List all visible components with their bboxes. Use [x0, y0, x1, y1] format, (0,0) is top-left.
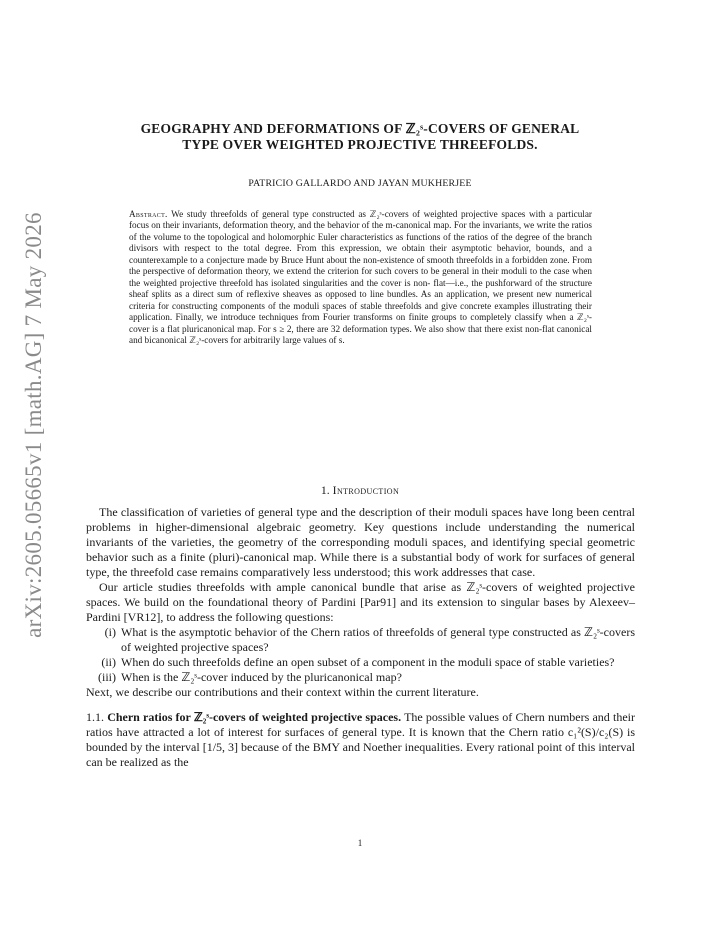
question-text: When do such threefolds define an open subset of a component in the moduli space of stable varieties? [121, 655, 615, 669]
abstract-heading: Abstract. [129, 209, 168, 219]
section-number: 1. [320, 483, 330, 497]
abstract-text: We study threefolds of general type constructed as ℤ₂ˢ-covers of weighted projective spaces with a particular focus on their invariants, deformation theory, and the behavior of the m-canonical map. For the invariants, we write the ratios of the volume to the topological and holomorphic Euler characteristics as functions of the ratios of the degree of the branch divisors with respect to the total degree. From this expression, we obtain their asymptotic behavior, bounds, and a counterexample to a conjecture made by Bruce Hunt about the non-existence of smooth threefolds in a forbidden zone. From the perspective of deformation theory, we extend the criterion for such covers to be general in their moduli to the case when the weighted projective threefold has isolated singularities and the cover is non- flat—i.e., the pushforward of the structure sheaf splits as a direct sum of reflexive sheaves as opposed to line bundles. As an application, we present new numerical criteria for constructing components of the moduli spaces of stable threefolds and give concrete examples illustrating their application. Finally, we introduce techniques from Fourier transforms on finite groups to completely classify when a ℤ₂ˢ-cover is a flat pluricanonical map. For s ≥ 2, there are 32 deformation types. We also show that there exist non-flat canonical and bicanonical ℤ₂ˢ-covers for arbitrarily large values of s. [129, 209, 592, 345]
title-line-2: TYPE OVER WEIGHTED PROJECTIVE THREEFOLDS. [182, 137, 538, 152]
subsection-title: Chern ratios for ℤ₂ˢ-covers of weighted projective spaces. [107, 710, 402, 724]
arxiv-stamp [14, 175, 54, 675]
question-item [86, 625, 635, 655]
question-item [86, 655, 635, 670]
question-number: (iii) [98, 670, 116, 684]
subsection-number: 1.1. [86, 710, 104, 724]
question-item [86, 670, 635, 685]
section-heading [60, 483, 660, 498]
question-list [86, 625, 635, 685]
subsection-1-1 [86, 710, 635, 770]
question-text: What is the asymptotic behavior of the Chern ratios of threefolds of general type constructed as ℤ₂ˢ-covers of weighted projective spaces? [121, 625, 635, 654]
authors: PATRICIO GALLARDO AND JAYAN MUKHERJEE [248, 178, 472, 189]
arxiv-stamp-text: arXiv:2605.05665v1 [math.AG] 7 May 2026 [21, 212, 46, 638]
question-number: (ii) [101, 655, 116, 669]
question-text: When is the ℤ₂ˢ-cover induced by the pluricanonical map? [121, 670, 402, 684]
paragraph-1: The classification of varieties of general type and the description of their moduli spaces have long been central problems in higher-dimensional algebraic geometry. Key questions include understanding the numerical invariants of the varieties, the geometry of the corresponding moduli spaces, and identifying special geometric behavior such as a finite (pluri)-canonical map. While there is a substantial body of work for surfaces of general type, the threefold case remains comparatively less understood; this work addresses that case. [86, 505, 635, 579]
subsection-text: The possible values of Chern numbers and their ratios have attracted a lot of interest for surfaces of general type. It is known that the Chern ratio c₁²(S)/c₂(S) is bounded by the interval [1/5, 3] because of the BMY and Noether inequalities. Every rational point of this interval can be realized as the [86, 710, 635, 769]
paragraph-after-questions: Next, we describe our contributions and their context within the current literature. [86, 685, 479, 699]
paper-title [60, 121, 660, 153]
title-line-1: GEOGRAPHY AND DEFORMATIONS OF ℤ₂ˢ-COVERS OF GENERAL [140, 121, 580, 136]
question-number: (i) [104, 625, 116, 639]
page-number: 1 [357, 838, 363, 848]
abstract [129, 209, 592, 346]
section-title: Introduction [332, 483, 400, 497]
paragraph-2: Our article studies threefolds with ample canonical bundle that arise as ℤ₂ˢ-covers of weighted projective spaces. We build on the foundational theory of Pardini [Par91] and its extension to singular bases by Alexeev–Pardini [VR12], to address the following questions: [86, 580, 635, 624]
body-text [86, 505, 635, 770]
